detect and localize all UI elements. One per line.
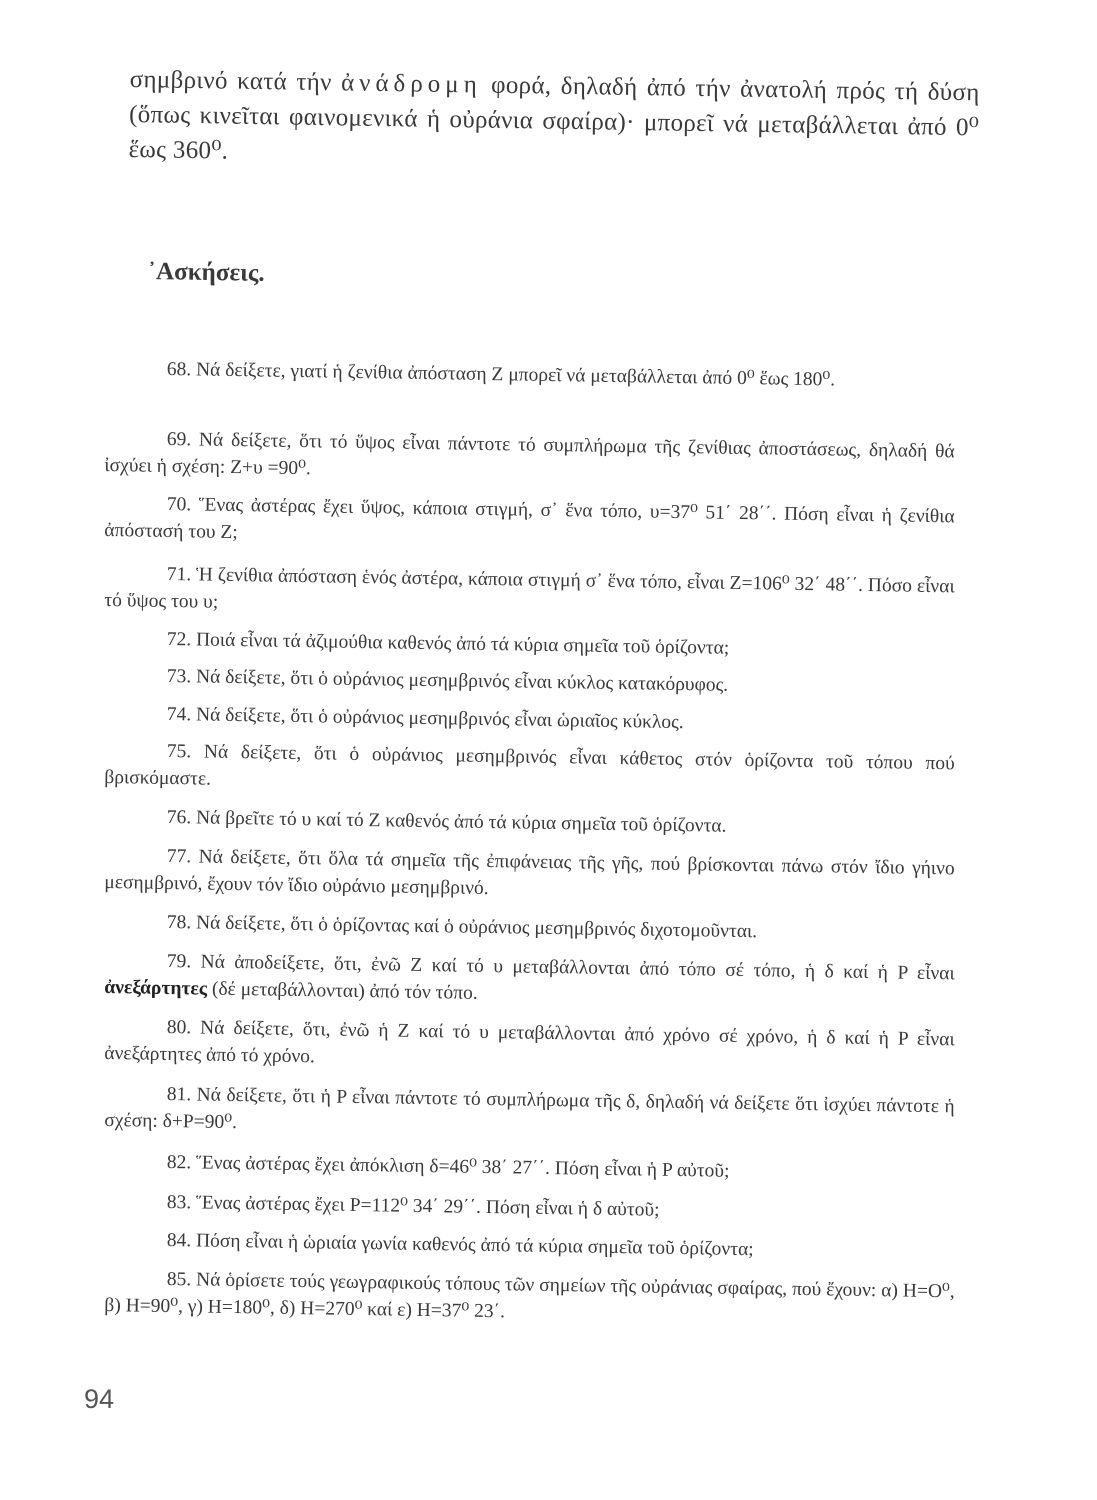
exercise-75: 75. Νά δείξετε, ὅτι ὁ οὐράνιος μεσημβρινός εἶναι κάθετος στόν ὁρίζοντα τοῦ τόπου πού βρισκόμαστε.: [104, 740, 955, 790]
exercise-70: 70. Ἕνας ἀστέρας ἔχει ὕψος, κάποια στιγμή, σ᾿ ἕνα τόπο, υ=37⁰ 51΄ 28΄΄. Πόση εἶναι ἡ ζενίθια ἀπόστασή του Z;: [104, 493, 955, 544]
exercise-78: 78. Νά δείξετε, ὅτι ὁ ὁρίζοντας καί ὁ οὐράνιος μεσημβρινός διχοτομοῦνται.: [166, 911, 758, 943]
intro-text-end: φορά, δηλαδή ἀπό τήν ἀνατολή πρός τή δύση (ὅπως κινεῖται φαινομενικά ἡ οὐράνια σφαίρα)· μπορεῖ νά μεταβάλλεται ἀπό 0⁰ ἕως 360⁰.: [128, 71, 980, 165]
exercise-73: 73. Νά δείξετε, ὅτι ὁ οὐράνιος μεσημβρινός εἶναι κύκλος κατακόρυφος.: [166, 665, 729, 696]
exercise-81: 81. Νά δείξετε, ὅτι ἡ P εἶναι πάντοτε τό συμπλήρωμα τῆς δ, δηλαδή νά δείξετε ὅτι ἰσχύει πάντοτε ἡ σχέση: δ+P=90⁰.: [104, 1083, 955, 1134]
exercise-83: 83. Ἕνας ἀστέρας ἔχει P=112⁰ 34΄ 29΄΄. Πόση εἶναι ἡ δ αὐτοῦ;: [166, 1191, 660, 1221]
exercise-68: 68. Νά δείξετε, γιατί ἡ ζενίθια ἀπόσταση Z μπορεῖ νά μεταβάλλεται ἀπό 0⁰ ἕως 180⁰.: [166, 358, 836, 391]
exercise-77: 77. Νά δείξετε, ὅτι ὅλα τά σημεῖα τῆς ἐπιφάνειας τῆς γῆς, πού βρίσκονται πάνω στόν ἴδιο γήινο μεσημβρινό, ἔχουν τόν ἴδιο οὐράνιο μεσημβρινό.: [104, 845, 955, 900]
exercise-85: 85. Νά ὁρίσετε τούς γεωγραφικούς τόπους τῶν σημείων τῆς οὐράνιας σφαίρας, πού ἔχουν: α) H=O⁰, β) H=90⁰, γ) H=180⁰, δ) H=270⁰ καί ε) H=37⁰ 23΄.: [104, 1268, 955, 1323]
exercise-71: 71. Ἡ ζενίθια ἀπόσταση ἑνός ἀστέρα, κάποια στιγμή σ᾿ ἕνα τόπο, εἶναι Z=106⁰ 32΄ 48΄΄. Πόσο εἶναι τό ὕψος του υ;: [104, 563, 955, 613]
exercise-72: 72. Ποιά εἶναι τά ἀζιμούθια καθενός ἀπό τά κύρια σημεῖα τοῦ ὁρίζοντα;: [166, 628, 730, 659]
section-heading: ᾿Ασκήσεις.: [147, 258, 265, 287]
bold-term: ἀνεξάρτητες: [104, 976, 208, 1000]
exercise-74: 74. Νά δείξετε, ὅτι ὁ οὐράνιος μεσημβρινός εἶναι ὡριαῖος κύκλος.: [166, 703, 684, 734]
exercise-69: 69. Νά δείξετε, ὅτι τό ὕψος εἶναι πάντοτε τό συμπλήρωμα τῆς ζενίθιας ἀποστάσεως, δηλαδή θά ἰσχύει ἡ σχέση: Z+υ =90⁰.: [104, 428, 955, 480]
intro-spaced-word: ἀνάδρομη: [340, 69, 482, 99]
exercise-80: 80. Νά δείξετε, ὅτι, ἐνῶ ἡ Z καί τό υ μεταβάλλονται ἀπό χρόνο σέ χρόνο, ἡ δ καί ἡ P εἶναι ἀνεξάρτητες ἀπό τό χρόνο.: [104, 1016, 955, 1068]
exercise-79: 79. Νά ἀποδείξετε, ὅτι, ἐνῶ Z καί τό υ μεταβάλλονται ἀπό τόπο σέ τόπο, ἡ δ καί ἡ P εἶναι ἀνεξάρτητες (δέ μεταβάλλονται) ἀπό τόν τόπο.: [104, 950, 955, 1004]
intro-paragraph: [128, 62, 980, 180]
exercise-76: 76. Νά βρεῖτε τό υ καί τό Z καθενός ἀπό τά κύρια σημεῖα τοῦ ὁρίζοντα.: [166, 806, 727, 837]
exercise-84: 84. Πόση εἶναι ἡ ὡριαία γωνία καθενός ἀπό τά κύρια σημεῖα τοῦ ὁρίζοντα;: [166, 1229, 754, 1261]
intro-text-start: σημβρινό κατά τήν: [129, 65, 342, 97]
exercise-82: 82. Ἕνας ἀστέρας ἔχει ἀπόκλιση δ=46⁰ 38΄ 27΄΄. Πόση εἶναι ἡ P αὐτοῦ;: [166, 1151, 730, 1182]
page-number: 94: [84, 1384, 115, 1414]
